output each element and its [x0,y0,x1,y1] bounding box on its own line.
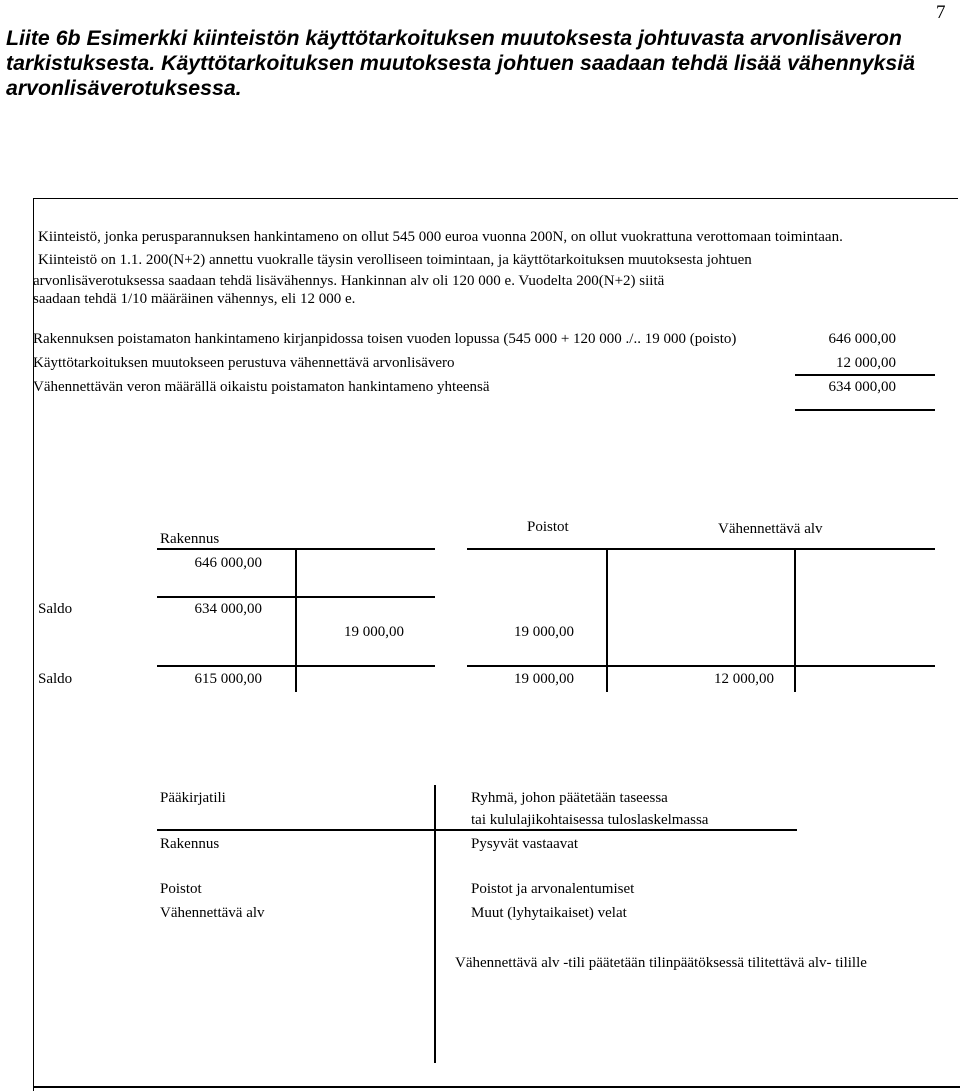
mapping-header-line [157,829,797,831]
mapping-right-header-line-1: Ryhmä, johon päätetään taseessa [471,790,668,806]
account-rakennus-divider-2 [295,597,297,665]
account-poistot-saldo: 19 000,00 [514,671,574,687]
page-heading: Liite 6b Esimerkki kiinteistön käyttötarkoituksen muutoksesta johtuvasta arvonlisäveron tarkistuksesta. Käyttötarkoituksen muutoksesta johtuen saadaan tehdä lisää vähennyksiä arvonlisäverotuksessa. [6,26,915,100]
account-rakennus-opening: 646 000,00 [194,555,262,571]
mapping-right-header-line-2: tai kululajikohtaisessa tuloslaskelmassa [471,812,709,828]
account-alv-topline [712,548,935,550]
account-alv-title: Vähennettävä alv [718,521,823,537]
account-poistot-debit: 19 000,00 [514,624,574,640]
account-rakennus-saldo-2: 615 000,00 [194,671,262,687]
mapping-note: Vähennettävä alv -tili päätetään tilinpäätöksessä tilitettävä alv- tilille [455,955,867,971]
mapping-account-1: Rakennus [160,836,220,852]
account-alv-saldo: 12 000,00 [714,671,774,687]
calc-row-2-value: 12 000,00 [836,355,896,371]
intro-line-4: saadaan tehdä 1/10 määräinen vähennys, eli 12 000 e. [33,291,356,307]
account-rakennus-title: Rakennus [160,531,220,547]
account-poistot-saldo-line [467,665,750,667]
mapping-divider [434,785,436,1063]
mapping-group-1: Pysyvät vastaavat [471,836,579,852]
page-number: 7 [936,2,946,23]
account-poistot-title: Poistot [527,519,569,535]
account-rakennus-saldo-1: 634 000,00 [194,601,262,617]
account-poistot-topline [467,548,750,550]
mapping-account-2: Poistot [160,881,202,897]
intro-line-3: arvonlisäverotuksessa saadaan tehdä lisävähennys. Hankinnan alv oli 120 000 e. Vuodelta 200(N+2) siitä [33,273,665,289]
saldo-label-2: Saldo [38,671,73,687]
account-rakennus-divider-3 [295,666,297,692]
calc-row-1-value: 646 000,00 [828,331,896,347]
account-alv-divider [794,549,796,692]
mapping-group-2: Poistot ja arvonalentumiset [471,881,635,897]
account-poistot-divider [606,549,608,692]
account-rakennus-credit: 19 000,00 [344,624,404,640]
mapping-group-3: Muut (lyhytaikaiset) velat [471,905,627,921]
calc-row-1-label: Rakennuksen poistamaton hankintameno kirjanpidossa toisen vuoden lopussa (545 000 + 120 000 ./.. 19 000 (poisto) [33,331,737,347]
calc-row-2-label: Käyttötarkoituksen muutokseen perustuva vähennettävä arvonlisävero [33,355,455,371]
account-alv-saldo-line [712,665,935,667]
mapping-left-header: Pääkirjatili [160,790,226,806]
frame-bottom-border [33,1086,960,1088]
account-rakennus-divider-1 [295,549,297,597]
calc-sum-line [795,374,935,376]
calc-row-3-label: Vähennettävän veron määrällä oikaistu poistamaton hankintameno yhteensä [33,379,490,395]
saldo-label-1: Saldo [38,601,73,617]
calc-total-line [795,409,935,411]
calc-row-3-value: 634 000,00 [828,379,896,395]
intro-line-2: Kiinteistö on 1.1. 200(N+2) annettu vuokralle täysin verolliseen toimintaan, ja käyttötarkoituksen muutoksesta johtuen [38,252,752,268]
mapping-account-3: Vähennettävä alv [160,905,265,921]
intro-line-1: Kiinteistö, jonka perusparannuksen hankintameno on ollut 545 000 euroa vuonna 200N, on ollut vuokrattuna verottomaan toimintaan. [38,229,843,245]
